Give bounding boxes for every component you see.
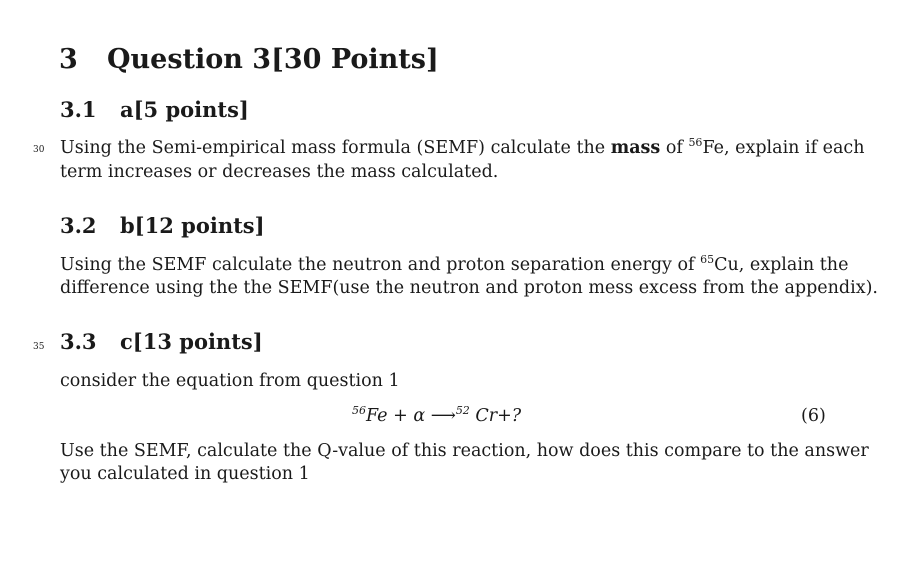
question-a-line-2: term increases or decreases the mass calculated.: [60, 162, 499, 182]
question-a-text: Using the Semi-empirical mass formula (SEMF) calculate the: [60, 138, 606, 158]
question-a-line-1: [60, 136, 865, 160]
section-number: 3: [59, 44, 78, 75]
question-c-intro: consider the equation from question 1: [60, 371, 400, 391]
equation-label: (6): [801, 406, 826, 426]
question-b-line-1: [60, 253, 849, 277]
subsection-title-3-1: a[5 points]: [120, 97, 249, 122]
fe56-equation-mass-number: 56: [352, 404, 366, 417]
equation-lhs: Fe + α ⟶: [366, 406, 456, 426]
equation-rhs: Cr+?: [475, 406, 522, 426]
cu65-mass-number: 65: [700, 253, 715, 266]
fe-symbol-text: Fe, explain if each: [702, 138, 865, 158]
subsection-number-3-3: 3.3: [60, 329, 97, 354]
section-title: Question 3[30 Points]: [107, 44, 439, 75]
subsection-title-3-3: c[13 points]: [120, 329, 263, 354]
mass-keyword: mass: [610, 138, 661, 158]
subsection-number-3-1: 3.1: [60, 97, 97, 122]
cu-symbol-text: Cu, explain the: [714, 255, 849, 275]
question-b-text: Using the SEMF calculate the neutron and proton separation energy of: [60, 255, 695, 275]
line-number-35: 35: [33, 342, 45, 352]
question-c-line-2: you calculated in question 1: [60, 464, 310, 484]
of-word: of: [665, 138, 683, 158]
reaction-equation: [352, 404, 521, 428]
subsection-number-3-2: 3.2: [60, 213, 97, 238]
question-b-line-2: difference using the the SEMF(use the neutron and proton mess excess from the appendix).: [60, 278, 878, 298]
question-c-line-1: Use the SEMF, calculate the Q-value of this reaction, how does this compare to the answer: [60, 441, 869, 461]
line-number-30: 30: [33, 145, 45, 155]
subsection-title-3-2: b[12 points]: [120, 213, 265, 238]
fe56-mass-number: 56: [688, 136, 703, 149]
cr52-equation-mass-number: 52: [455, 404, 470, 417]
